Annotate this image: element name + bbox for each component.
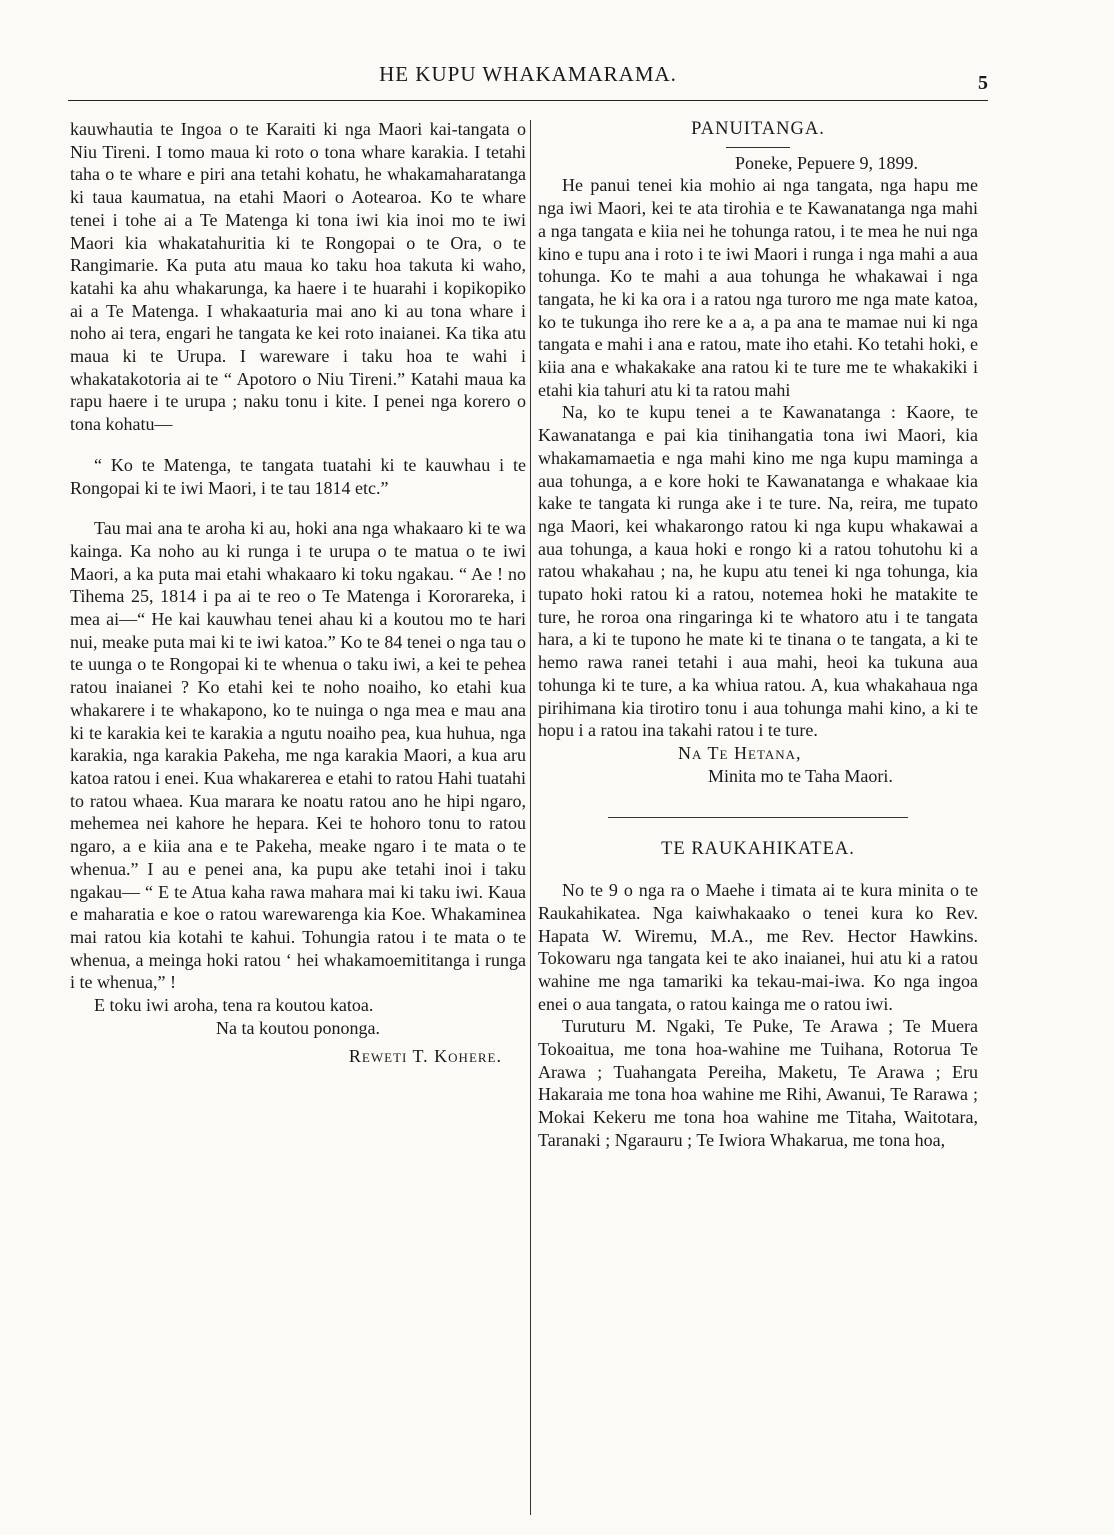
letter-paragraph-2: Tau mai ana te aroha ki au, hoki ana nga whakaaro ki te wa kainga. Ka noho au ki runga i te urupa o te matua o te iwi Maori, a ka puta mai etahi whakaaro ki toku ngakau. “ Ae ! no Tihema 25, 1814 i pa ai te reo o Te Matenga i Kororareka, i mea ai—“ He kai kauwhau tenei ahau ki a koutou mo te hari nui, meake puta mai ki te iwi katoa.” Ko te 84 tenei o nga tau o te uunga o te Rongopai ki te whenua o taku iwi, a kei te pehea ratou inaianei ? Ko etahi kei te noho noaiho, ko etahi kua whakarere i te whakapono, ko te nuinga o nga mea e mau ana ki te karakia kei te karakia a ngutu noaiho pea, kua huhua, nga karakia, nga karakia Pakeha, me nga karakia Maori, a kua aru katoa ratou i enei. Kua whakarerea e etahi to ratou Hahi tuatahi to ratou whaea. Kua marara ke noatu ratou ano he hipi ngaro, mehemea nei kahore he hepara. Kei te hohoro tonu to ratou ngaro, a e kiia ana e te Pakeha, meake ngaro i te mata o te whenua.” I au e penei ana, ka pupu ake tetahi inoi i taku ngakau— “ E te Atua kaha rawa mahara mai ki taku iwi. Kaua e maharatia e koe o ratou warewarenga kia Koe. Whakaminea mai ratou kia kotahi te kahui. Tohungia ratou i te mata o te whenua, a meinga hoki ratou ‘ hei whakamoemititanga i runga i te whenua,” ! — [70, 518, 526, 993]
notice-heading: PANUITANGA. — [691, 119, 825, 139]
column-divider — [530, 120, 531, 1515]
section-paragraph-2: Turuturu M. Ngaki, Te Puke, Te Arawa ; Te Muera Tokoaitua, me tona hoa-wahine me Tuihana, Rotorua Te Arawa ; Tuahangata Pereiha, Maketu, Te Arawa ; Eru Hakaraia me tona hoa wahine me Rihi, Awanui, Te Rarawa ; Mokai Kekeru me tona hoa wahine me Titaha, Waitotara, Taranaki ; Ngarauru ; Te Iwiora Whakarua, me tona hoa, — [538, 1016, 978, 1150]
heading-rule — [726, 147, 790, 148]
page-header — [68, 60, 988, 96]
notice-signature-name: Na Te Hetana, — [678, 742, 802, 763]
section-heading: TE RAUKAHIKATEA. — [661, 839, 855, 860]
letter-signature: Reweti T. Kohere. — [348, 1046, 502, 1067]
notice-paragraph-2: Na, ko te kupu tenei a te Kawanatanga : Kaore, te Kawanatanga e pai kia tinihangatia tona iwi Maori, kia whakamamaetia e nga mahi kino me nga kupu maminga a aua tohunga, a e kore hoki te Kawanatanga e whakaae kia kake te tangata ki runga ake i te ture. Na, reira, me tupato nga Maori, kei whakarongo ratou ki nga kupu whakawai a aua tohunga, a kaua hoki e rongo ki a ratou tohutohu ki a ratou whakahau ; na, he kupu atu tenei ki nga tohunga, kia tupato hoki ratou ki a ratou, notemea hoki he matakite te ture, he roroa ona ringaringa ki te whatoro atu i te tangata hara, a ki te tupono he mate ki te tinana o te tangata, a ki te hemo rawa ranei tetahi i aua mahi, heoi ka tukuna aua tohunga ki te ture, a ka whiua ratou. A, kua whakahaua nga pirihimana kia tirotiro tonu i aua tohunga mahi kino, a ki te hopu i a ratou ina takahi ratou i te ture. — [538, 402, 978, 741]
letter-valediction: Na ta koutou pononga. — [216, 1017, 380, 1038]
running-title: HE KUPU WHAKAMARAMA. — [379, 62, 677, 86]
header-rule — [68, 100, 988, 101]
left-column — [70, 118, 526, 1068]
notice-dateline: Poneke, Pepuere 9, 1899. — [735, 152, 918, 173]
letter-paragraph-1: kauwhautia te Ingoa o te Karaiti ki nga Maori kai-tangata o Niu Tireni. I tomo maua ki roto o tona whare karakia. I tetahi taha o te whare e piri ana tetahi kohatu, he whakamaharatanga ki taua kaumatua, na etahi Maori o Aotearoa. Ko te whare tenei i tohe ai a Te Matenga ki tona iwi kia inoi mo te iwi Maori kia whakatahuritia ki te Rongopai o te Ora, o te Rangimarie. Ka puta atu maua ko taku hoa takuta ki waho, katahi ka ahu whakarunga, ka haere i te huarahi i kopikopiko ai a Te Matenga. I whakaaturia mai ano ki au tona whare i noho ai tera, engari he tangata ke kei roto inaianei. Ka tika atu maua ki te Urupa. I wareware i taku hoa te wahi i whakatakotoria ai te “ Apotoro o Niu Tireni.” Katahi maua ka rapu haere i te urupa ; naku tonu i kite. I penei nga korero o tona kohatu— — [70, 119, 526, 435]
section-rule — [608, 817, 908, 818]
section-paragraph-1: No te 9 o nga ra o Maehe i timata ai te kura minita o te Raukahikatea. Nga kaiwhakaako o tenei kura ko Rev. Hapata W. Wiremu, M.A., me Rev. Hector Hawkins. Tokowaru nga tangata kei te ako inaianei, hui atu ki a ratou wahine me nga tamariki ka tekau-mai-iwa. Ko nga ingoa enei o aua tangata, o ratou kainga me o ratou iwi. — [538, 880, 978, 1014]
right-column — [538, 118, 978, 1152]
letter-closing: E toku iwi aroha, tena ra koutou katoa. — [94, 995, 374, 1016]
notice-signature-title: Minita mo te Taha Maori. — [708, 765, 893, 786]
notice-paragraph-1: He panui tenei kia mohio ai nga tangata, nga hapu me nga iwi Maori, kei te ata tirohia e te Kawanatanga nga mahi a nga tangata e kiia nei he tohunga ratou, i te mea he nui nga kino e tupu ana i roto i te iwi Maori i runga i nga mahi a aua tohunga. Ko te mahi a aua tohunga he whakawai i nga tangata, he ki ka ora i a ratou nga turoro me nga mate katoa, ko te tukunga iho rere ke a a, a pa ana te mamae nui ki nga tangata e mahi i ana e ratou, mate iho etahi. Ko tetahi hoki, e kiia ana e whakakake ana ratou ki te ture me te whakakiki i etahi kia tahuri atu ki ta ratou mahi — [538, 175, 978, 400]
tombstone-quote: “ Ko te Matenga, te tangata tuatahi ki te kauwhau i te Rongopai ki te iwi Maori, i te tau 1814 etc.” — [70, 454, 526, 498]
page-number: 5 — [978, 72, 988, 94]
